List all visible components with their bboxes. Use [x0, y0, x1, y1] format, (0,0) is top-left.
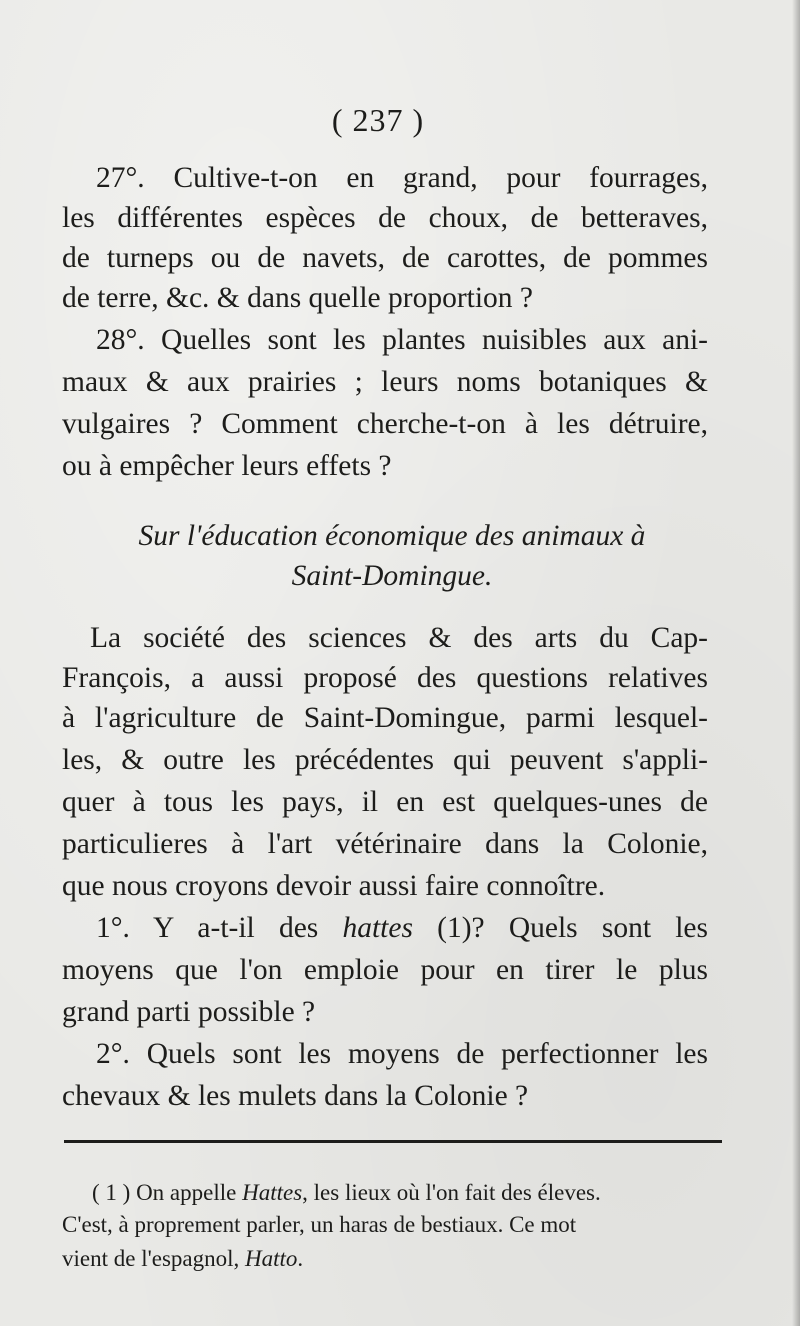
text-line: La société des sciences & des arts du Cap- [90, 622, 708, 654]
text-line: de terre, &c. & dans quelle proportion ? [62, 282, 534, 314]
footnote-line [62, 1244, 722, 1274]
text-span: vient de l'espagnol, [62, 1246, 245, 1271]
text-line: quer à tous les pays, il en est quelques-unes de [62, 786, 708, 818]
footnote-line [92, 1178, 722, 1208]
italic-term: Hatto [245, 1246, 298, 1271]
text-line: maux & aux prairies ; leurs noms botaniques & [62, 366, 708, 398]
text-line: moyens que l'on emploie pour en tirer le plus [62, 954, 708, 986]
text-span: ( 1 ) On appelle [92, 1180, 243, 1205]
text-line: de turneps ou de navets, de carottes, de pommes [62, 242, 708, 274]
page-number: ( 237 ) [331, 102, 425, 138]
section-heading-line: Saint-Domingue. [291, 560, 493, 592]
text-line: les différentes espèces de choux, de betteraves, [62, 202, 708, 234]
italic-term: hattes [342, 912, 413, 944]
page-edge-shadow [792, 0, 800, 1326]
text-line: chevaux & les mulets dans la Colonie ? [62, 1080, 529, 1112]
text-line: ou à empêcher leurs effets ? [62, 450, 392, 482]
text-span: 1°. Y a-t-il des [96, 912, 343, 944]
text-line: grand parti possible ? [62, 996, 316, 1028]
text-line: 28°. Quelles sont les plantes nuisibles aux ani- [96, 324, 708, 356]
text-line: 27°. Cultive-t-on en grand, pour fourrages, [96, 162, 708, 194]
footnote-line: C'est, à proprement parler, un haras de bestiaux. Ce mot [62, 1212, 577, 1237]
text-line: à l'agriculture de Saint-Domingue, parmi lesquel- [62, 702, 708, 734]
text-line: 2°. Quels sont les moyens de perfectionner les [96, 1038, 708, 1070]
footnote-rule [64, 1140, 722, 1143]
italic-term: Hattes [242, 1180, 303, 1205]
text-line: François, a aussi proposé des questions relatives [62, 662, 708, 694]
text-span: (1)? Quels sont les [412, 912, 708, 944]
text-line: particulieres à l'art vétérinaire dans la Colonie, [62, 828, 708, 860]
text-span: , les lieux où l'on fait des éleves. [302, 1180, 601, 1205]
text-line [96, 908, 708, 948]
text-line: que nous croyons devoir aussi faire connoître. [62, 870, 606, 902]
text-span: . [297, 1246, 304, 1271]
text-line: les, & outre les précédentes qui peuvent s'appli- [62, 744, 708, 776]
section-heading-line: Sur l'éducation économique des animaux à [138, 520, 646, 552]
text-line: vulgaires ? Comment cherche-t-on à les détruire, [62, 408, 708, 440]
